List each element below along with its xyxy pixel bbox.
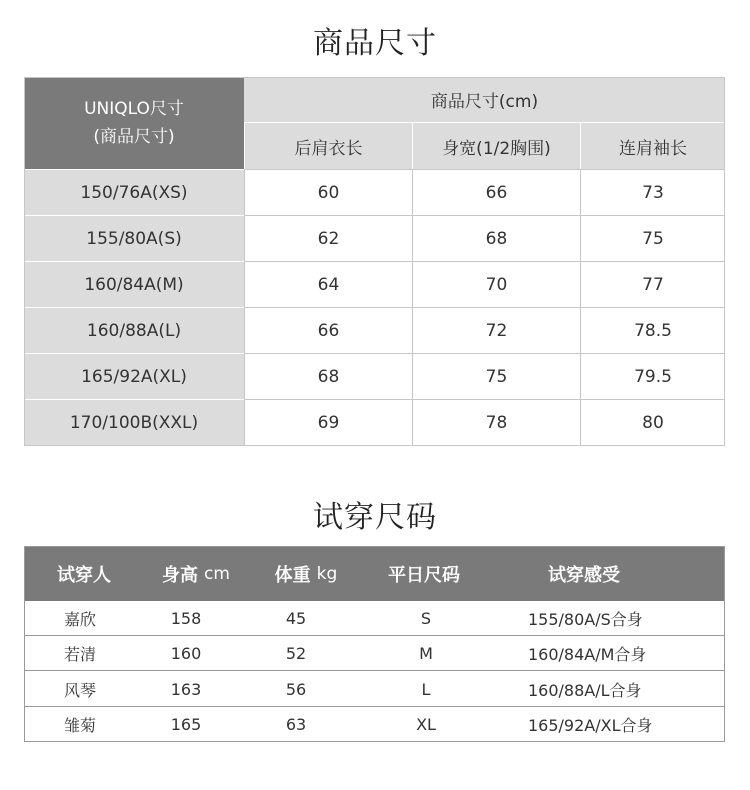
try-on-person-cell: 若清 bbox=[63, 645, 96, 665]
try-on-height-cell: 160 bbox=[170, 644, 202, 664]
measurement-cell: 60 bbox=[244, 169, 412, 215]
try-on-usual-size-cell: L bbox=[421, 679, 431, 699]
measurement-cell: 66 bbox=[412, 169, 580, 215]
try-on-weight-cell: 56 bbox=[285, 679, 307, 699]
size-row-label: 165/92A(XL) bbox=[24, 353, 244, 399]
measurement-cell: 75 bbox=[412, 353, 580, 399]
try-on-height-cell: 163 bbox=[170, 679, 202, 699]
measurement-cell: 64 bbox=[244, 261, 412, 307]
measurement-cell: 80 bbox=[580, 399, 725, 445]
try-on-feel-cell: 160/84A/M合身 bbox=[528, 645, 647, 665]
try-on-person-cell: 嘉欣 bbox=[63, 610, 96, 629]
measurement-cell: 79.5 bbox=[580, 353, 725, 399]
size-column-header bbox=[24, 77, 244, 169]
header-usual-size: 平日尺码 bbox=[388, 564, 460, 586]
measurement-cell: 66 bbox=[244, 307, 412, 353]
try-on-row bbox=[24, 672, 725, 707]
measurement-cell: 72 bbox=[412, 307, 580, 353]
measurement-group-header: 商品尺寸(cm) bbox=[244, 77, 725, 123]
measurement-cell: 70 bbox=[412, 261, 580, 307]
try-on-person-cell: 风琴 bbox=[63, 680, 96, 700]
try-on-row bbox=[24, 601, 725, 636]
try-on-title: 试穿尺码 bbox=[313, 500, 437, 535]
size-header-line2: (商品尺寸) bbox=[93, 127, 175, 147]
measurement-cell: 77 bbox=[580, 261, 725, 307]
measurement-cell: 69 bbox=[244, 399, 412, 445]
measurement-cell: 68 bbox=[412, 215, 580, 261]
measurement-cell: 73 bbox=[580, 169, 725, 215]
size-row-label: 160/84A(M) bbox=[24, 261, 244, 307]
try-on-feel-cell: 155/80A/S合身 bbox=[528, 610, 643, 629]
try-on-height-cell: 158 bbox=[170, 609, 202, 628]
try-on-feel-cell: 160/88A/L合身 bbox=[528, 680, 642, 700]
try-on-usual-size-cell: XL bbox=[416, 714, 436, 734]
try-on-weight-cell: 63 bbox=[285, 714, 307, 734]
size-chart-title: 商品尺寸 bbox=[313, 26, 437, 61]
header-person: 试穿人 bbox=[57, 564, 111, 586]
measurement-cell: 78.5 bbox=[580, 307, 725, 353]
try-on-feel-cell: 165/92A/XL合身 bbox=[528, 715, 653, 735]
try-on-height-cell: 165 bbox=[170, 714, 202, 734]
size-row-label: 155/80A(S) bbox=[24, 215, 244, 261]
try-on-weight-cell: 45 bbox=[285, 609, 307, 628]
size-row-label: 170/100B(XXL) bbox=[24, 399, 244, 445]
header-feel: 试穿感受 bbox=[548, 564, 620, 586]
measurement-cell: 78 bbox=[412, 399, 580, 445]
measurement-column-header: 身宽(1/2胸围) bbox=[412, 123, 580, 169]
try-on-header-row bbox=[24, 546, 725, 601]
try-on-usual-size-cell: M bbox=[419, 644, 433, 664]
size-chart-table bbox=[24, 77, 725, 446]
header-height: 身高 cm bbox=[162, 563, 230, 586]
try-on-person-cell: 雏菊 bbox=[63, 715, 96, 735]
measurement-column-header: 连肩袖长 bbox=[580, 123, 725, 169]
try-on-weight-cell: 52 bbox=[285, 644, 307, 664]
size-row-label: 150/76A(XS) bbox=[24, 169, 244, 215]
measurement-cell: 75 bbox=[580, 215, 725, 261]
measurement-column-header: 后肩衣长 bbox=[244, 123, 412, 169]
size-row-label: 160/88A(L) bbox=[24, 307, 244, 353]
try-on-row bbox=[24, 707, 725, 742]
try-on-table bbox=[24, 546, 725, 742]
measurement-cell: 68 bbox=[244, 353, 412, 399]
try-on-row bbox=[24, 636, 725, 671]
measurement-cell: 62 bbox=[244, 215, 412, 261]
try-on-usual-size-cell: S bbox=[420, 609, 432, 628]
size-header-line1: UNIQLO尺寸 bbox=[84, 99, 184, 119]
header-weight: 体重 kg bbox=[274, 563, 338, 586]
